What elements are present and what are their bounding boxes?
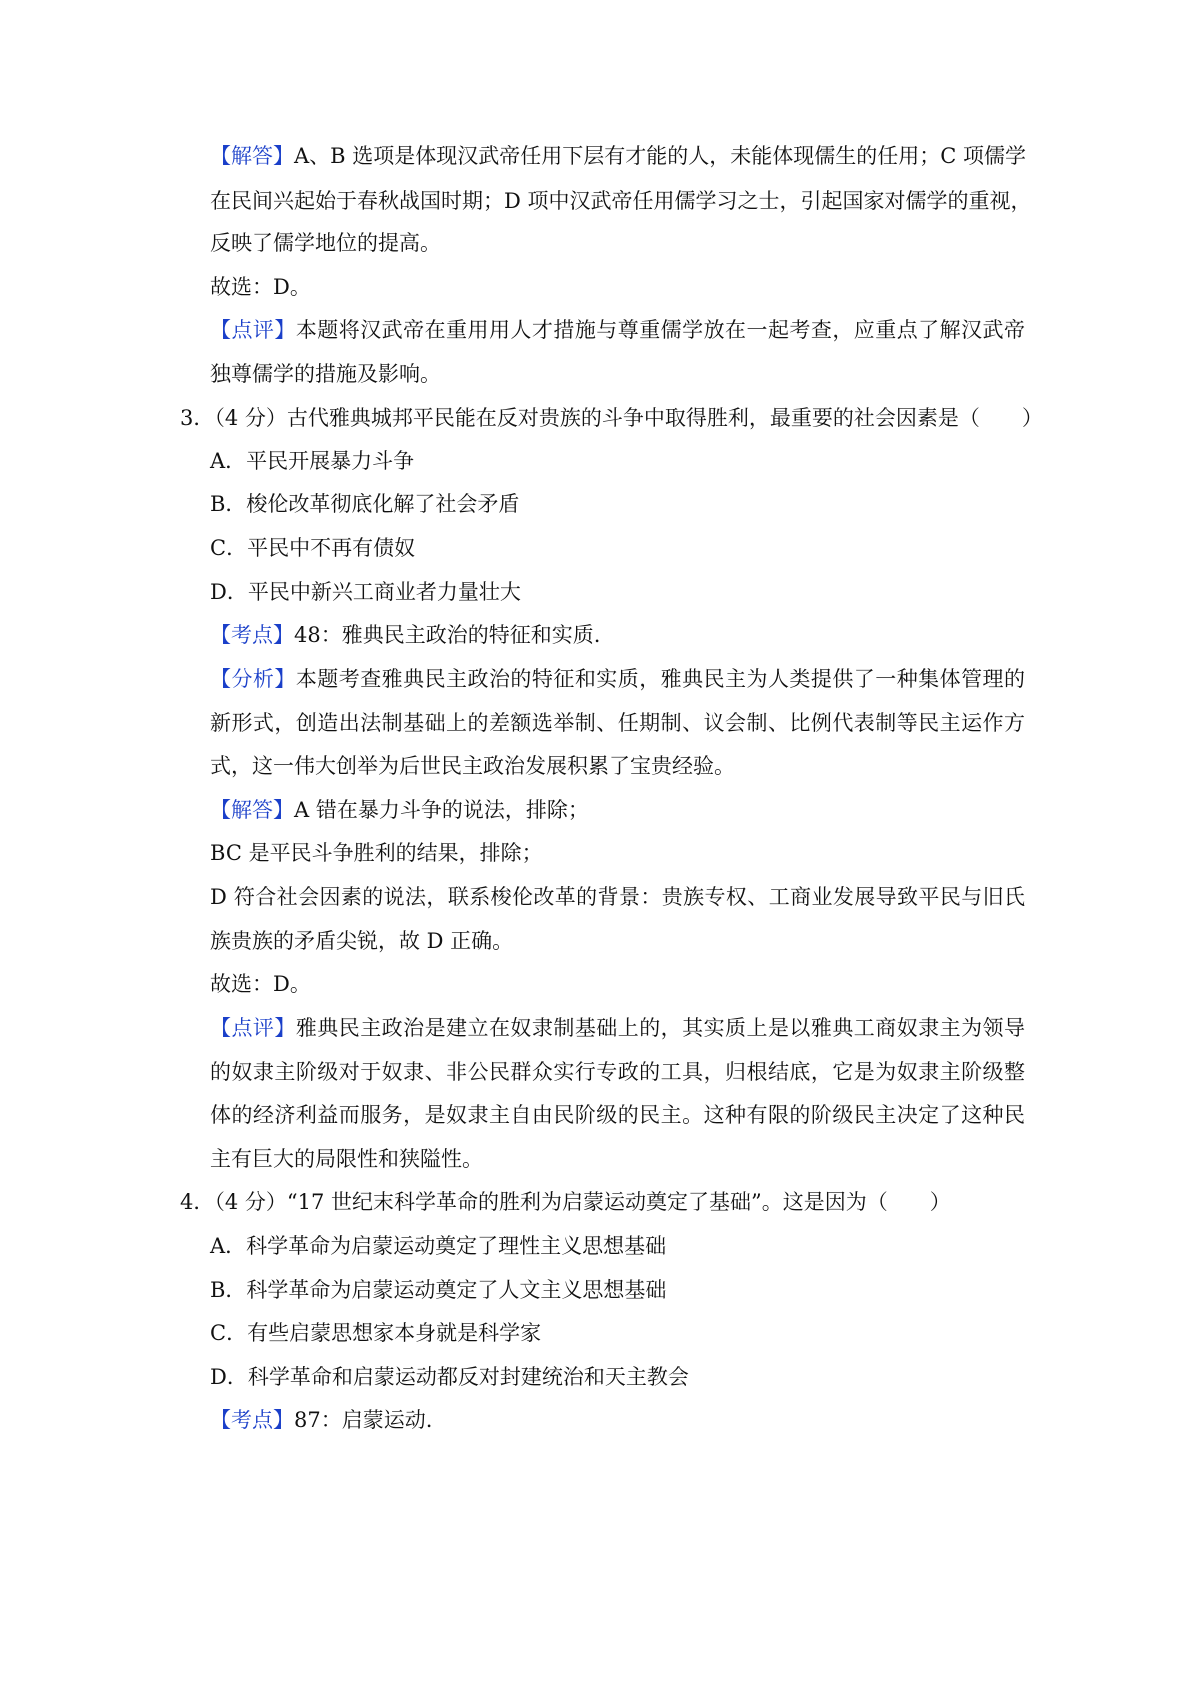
question-3-comment-3: 体的经济利益而服务，是奴隶主自由民阶级的民主。这种有限的阶级民主决定了这种民 <box>210 1103 1025 1127</box>
question-3-keypoint: 【考点】48：雅典民主政治的特征和实质. <box>210 623 601 647</box>
question-3-answer-2: BC 是平民斗争胜利的结果，排除； <box>210 841 543 865</box>
question-3-option-b: B．梭伦改革彻底化解了社会矛盾 <box>210 492 520 516</box>
question-3-option-a: A．平民开展暴力斗争 <box>210 449 415 473</box>
question-4-option-d: D．科学革命和启蒙运动都反对封建统治和天主教会 <box>210 1365 689 1389</box>
answer-tag: 【解答】 <box>210 144 294 168</box>
question-3-stem: 3．（4 分）古代雅典城邦平民能在反对贵族的斗争中取得胜利，最重要的社会因素是（ ） <box>180 406 1043 430</box>
question-3-answer-3: D 符合社会因素的说法，联系梭伦改革的背景：贵族专权、工商业发展导致平民与旧氏 <box>210 885 1025 909</box>
question-3-option-c: C．平民中不再有债奴 <box>210 536 416 560</box>
question-3-analysis-2: 新形式，创造出法制基础上的差额选举制、任期制、议会制、比例代表制等民主运作方 <box>210 711 1025 735</box>
keypoint-tag: 【考点】 <box>210 1408 294 1432</box>
answer-line-2: 在民间兴起始于春秋战国时期；D 项中汉武帝任用儒学习之士，引起国家对儒学的重视， <box>210 189 1032 213</box>
question-3-option-d: D．平民中新兴工商业者力量壮大 <box>210 580 521 604</box>
choice-result: 故选：D。 <box>210 275 311 299</box>
question-4-option-b: B．科学革命为启蒙运动奠定了人文主义思想基础 <box>210 1278 667 1302</box>
question-3-comment-1: 【点评】雅典民主政治是建立在奴隶制基础上的，其实质上是以雅典工商奴隶主为领导 <box>210 1016 1026 1040</box>
comment-tag: 【点评】 <box>210 318 296 342</box>
question-3-analysis-3: 式，这一伟大创举为后世民主政治发展积累了宝贵经验。 <box>210 754 735 778</box>
answer-line-1: 【解答】A、B 选项是体现汉武帝任用下层有才能的人，未能体现儒生的任用；C 项儒学 <box>210 144 1027 168</box>
keypoint-tag: 【考点】 <box>210 623 294 647</box>
question-3-choice-result: 故选：D。 <box>210 972 311 996</box>
question-3-analysis-1: 【分析】本题考查雅典民主政治的特征和实质，雅典民主为人类提供了一种集体管理的 <box>210 667 1026 691</box>
comment-line-2: 独尊儒学的措施及影响。 <box>210 362 441 386</box>
comment-tag: 【点评】 <box>210 1016 296 1040</box>
answer-line-3: 反映了儒学地位的提高。 <box>210 231 441 255</box>
question-4-stem: 4．（4 分）“17 世纪末科学革命的胜利为启蒙运动奠定了基础”。这是因为（ ） <box>180 1190 951 1214</box>
question-4-option-a: A．科学革命为启蒙运动奠定了理性主义思想基础 <box>210 1234 667 1258</box>
analysis-tag: 【分析】 <box>210 667 296 691</box>
comment-line-1: 【点评】本题将汉武帝在重用用人才措施与尊重儒学放在一起考查，应重点了解汉武帝 <box>210 318 1026 342</box>
question-3-comment-2: 的奴隶主阶级对于奴隶、非公民群众实行专政的工具，归根结底，它是为奴隶主阶级整 <box>210 1060 1025 1084</box>
question-4-option-c: C．有些启蒙思想家本身就是科学家 <box>210 1321 542 1345</box>
question-3-answer-1: 【解答】A 错在暴力斗争的说法，排除； <box>210 798 589 822</box>
question-4-keypoint: 【考点】87：启蒙运动. <box>210 1408 433 1432</box>
question-3-answer-4: 族贵族的矛盾尖锐，故 D 正确。 <box>210 929 514 953</box>
answer-tag: 【解答】 <box>210 798 294 822</box>
question-3-comment-4: 主有巨大的局限性和狭隘性。 <box>210 1147 483 1171</box>
